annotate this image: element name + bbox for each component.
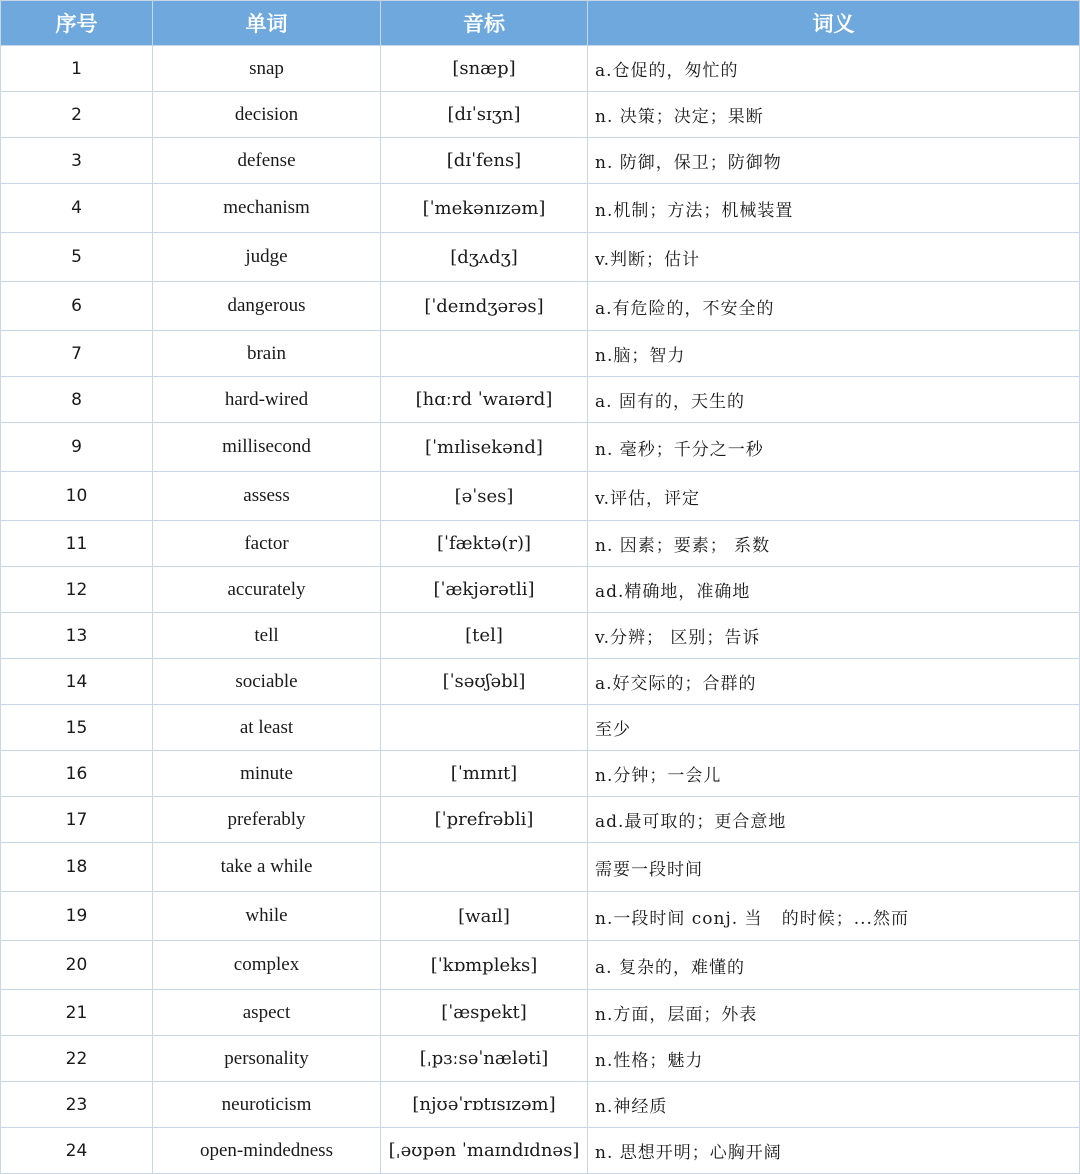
row-number: 11: [1, 521, 153, 567]
row-word: take a while: [153, 843, 381, 892]
row-phonetic: [ˈmɪnɪt]: [381, 751, 588, 797]
row-number: 14: [1, 659, 153, 705]
row-phonetic: [ˈdeɪndʒərəs]: [381, 282, 588, 331]
row-meaning: n. 思想开明；心胸开阔: [588, 1128, 1080, 1174]
row-number: 10: [1, 472, 153, 521]
row-phonetic: [ˈfæktə(r)]: [381, 521, 588, 567]
row-word: tell: [153, 613, 381, 659]
table-row: [1, 797, 1080, 843]
row-number: 20: [1, 941, 153, 990]
row-number: 17: [1, 797, 153, 843]
row-phonetic: [tel]: [381, 613, 588, 659]
header-ipa: 音标: [381, 1, 588, 46]
row-phonetic: [ˌpɜːsəˈnæləti]: [381, 1036, 588, 1082]
row-word: judge: [153, 233, 381, 282]
row-meaning: 需要一段时间: [588, 843, 1080, 892]
row-number: 7: [1, 331, 153, 377]
row-meaning: ad.最可取的；更合意地: [588, 797, 1080, 843]
row-number: 23: [1, 1082, 153, 1128]
row-word: preferably: [153, 797, 381, 843]
row-phonetic: [njʊəˈrɒtɪsɪzəm]: [381, 1082, 588, 1128]
row-word: sociable: [153, 659, 381, 705]
row-meaning: v.判断；估计: [588, 233, 1080, 282]
table-row: [1, 705, 1080, 751]
table-row: [1, 331, 1080, 377]
row-word: millisecond: [153, 423, 381, 472]
table-row: [1, 941, 1080, 990]
row-phonetic: [ˈkɒmpleks]: [381, 941, 588, 990]
table-row: [1, 990, 1080, 1036]
row-meaning: n. 防御，保卫；防御物: [588, 138, 1080, 184]
row-phonetic: [waɪl]: [381, 892, 588, 941]
table-row: [1, 613, 1080, 659]
table-row: [1, 472, 1080, 521]
table-row: [1, 46, 1080, 92]
row-word: aspect: [153, 990, 381, 1036]
row-meaning: 至少: [588, 705, 1080, 751]
row-word: dangerous: [153, 282, 381, 331]
row-word: minute: [153, 751, 381, 797]
row-number: 5: [1, 233, 153, 282]
table-row: [1, 423, 1080, 472]
header-num: 序号: [1, 1, 153, 46]
row-phonetic: [381, 843, 588, 892]
row-meaning: a. 固有的，天生的: [588, 377, 1080, 423]
row-number: 1: [1, 46, 153, 92]
row-word: open-mindedness: [153, 1128, 381, 1174]
row-word: complex: [153, 941, 381, 990]
row-word: accurately: [153, 567, 381, 613]
row-meaning: n.一段时间 conj. 当 的时候；...然而: [588, 892, 1080, 941]
row-phonetic: [hɑːrd ˈwaɪərd]: [381, 377, 588, 423]
row-number: 12: [1, 567, 153, 613]
header-word: 单词: [153, 1, 381, 46]
table-row: [1, 1036, 1080, 1082]
row-meaning: ad.精确地，准确地: [588, 567, 1080, 613]
row-number: 15: [1, 705, 153, 751]
table-row: [1, 92, 1080, 138]
row-word: personality: [153, 1036, 381, 1082]
row-phonetic: [ˈækjərətli]: [381, 567, 588, 613]
row-word: hard-wired: [153, 377, 381, 423]
row-word: factor: [153, 521, 381, 567]
table-row: [1, 751, 1080, 797]
row-word: at least: [153, 705, 381, 751]
row-number: 24: [1, 1128, 153, 1174]
row-word: defense: [153, 138, 381, 184]
row-phonetic: [ˈsəʊʃəbl]: [381, 659, 588, 705]
row-number: 18: [1, 843, 153, 892]
row-phonetic: [381, 331, 588, 377]
row-number: 22: [1, 1036, 153, 1082]
row-number: 2: [1, 92, 153, 138]
table-row: [1, 138, 1080, 184]
table-row: [1, 233, 1080, 282]
row-meaning: a. 复杂的，难懂的: [588, 941, 1080, 990]
row-meaning: n. 决策；决定；果断: [588, 92, 1080, 138]
table-header-row: [1, 1, 1080, 46]
row-phonetic: [snæp]: [381, 46, 588, 92]
row-word: snap: [153, 46, 381, 92]
table-row: [1, 521, 1080, 567]
row-meaning: a.仓促的，匆忙的: [588, 46, 1080, 92]
row-phonetic: [dɪˈfens]: [381, 138, 588, 184]
row-meaning: n.方面，层面；外表: [588, 990, 1080, 1036]
row-word: assess: [153, 472, 381, 521]
row-meaning: n.脑；智力: [588, 331, 1080, 377]
row-phonetic: [ˈmekənɪzəm]: [381, 184, 588, 233]
table-row: [1, 184, 1080, 233]
row-meaning: n.性格；魅力: [588, 1036, 1080, 1082]
row-phonetic: [əˈses]: [381, 472, 588, 521]
table-row: [1, 377, 1080, 423]
row-meaning: n.机制；方法；机械装置: [588, 184, 1080, 233]
row-word: decision: [153, 92, 381, 138]
row-meaning: a.有危险的，不安全的: [588, 282, 1080, 331]
row-number: 16: [1, 751, 153, 797]
row-word: neuroticism: [153, 1082, 381, 1128]
row-phonetic: [ˈprefrəbli]: [381, 797, 588, 843]
table-row: [1, 567, 1080, 613]
row-meaning: a.好交际的；合群的: [588, 659, 1080, 705]
row-meaning: v.分辨； 区别；告诉: [588, 613, 1080, 659]
row-number: 13: [1, 613, 153, 659]
row-meaning: n.神经质: [588, 1082, 1080, 1128]
row-number: 21: [1, 990, 153, 1036]
row-phonetic: [ˈæspekt]: [381, 990, 588, 1036]
row-number: 4: [1, 184, 153, 233]
row-number: 19: [1, 892, 153, 941]
table-row: [1, 659, 1080, 705]
row-number: 6: [1, 282, 153, 331]
row-phonetic: [dʒʌdʒ]: [381, 233, 588, 282]
table-row: [1, 1082, 1080, 1128]
row-phonetic: [dɪˈsɪʒn]: [381, 92, 588, 138]
table-row: [1, 892, 1080, 941]
table-row: [1, 1128, 1080, 1174]
row-meaning: n. 毫秒；千分之一秒: [588, 423, 1080, 472]
row-number: 3: [1, 138, 153, 184]
row-meaning: n.分钟；一会儿: [588, 751, 1080, 797]
row-word: mechanism: [153, 184, 381, 233]
table-row: [1, 843, 1080, 892]
row-meaning: n. 因素；要素； 系数: [588, 521, 1080, 567]
header-meaning: 词义: [588, 1, 1080, 46]
row-word: while: [153, 892, 381, 941]
row-number: 9: [1, 423, 153, 472]
row-phonetic: [ˈmɪlisekənd]: [381, 423, 588, 472]
row-meaning: v.评估，评定: [588, 472, 1080, 521]
row-phonetic: [ˌəʊpən ˈmaɪndɪdnəs]: [381, 1128, 588, 1174]
row-word: brain: [153, 331, 381, 377]
row-number: 8: [1, 377, 153, 423]
table-row: [1, 282, 1080, 331]
row-phonetic: [381, 705, 588, 751]
